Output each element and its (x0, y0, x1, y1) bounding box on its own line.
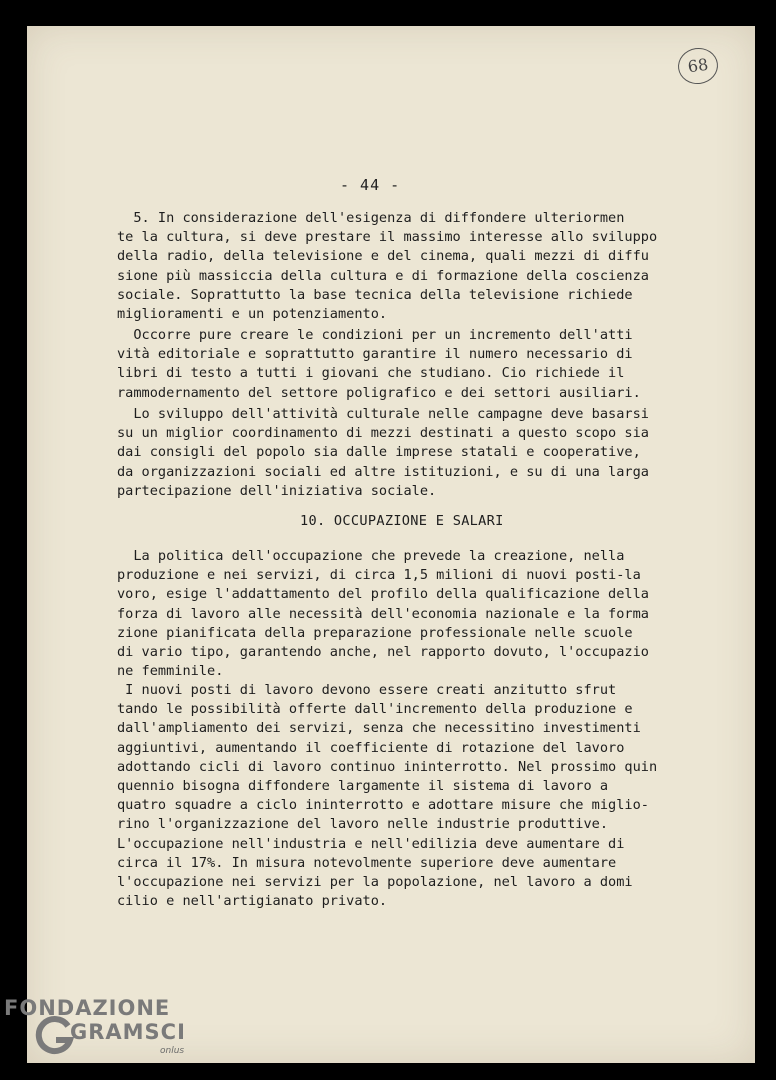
paragraph-4 (117, 547, 717, 681)
text-line: sociale. Soprattutto la base tecnica della televisione richiede (117, 286, 633, 303)
text-line: su un miglior coordinamento di mezzi destinati a questo scopo sia (117, 425, 649, 442)
watermark-gramsci: GRAMSCI (70, 1020, 186, 1044)
text-line: partecipazione dell'iniziativa sociale. (117, 482, 437, 499)
text-line: miglioramenti e un potenziamento. (117, 306, 388, 323)
text-line: rino l'organizzazione del lavoro nelle industrie produttive. (117, 816, 609, 833)
section-heading: 10. OCCUPAZIONE E SALARI (300, 513, 504, 529)
text-line: da organizzazioni sociali ed altre istituzioni, e su di una larga (117, 463, 649, 480)
text-line: quatro squadre a ciclo ininterrotto e adottare misure che miglio- (117, 797, 649, 814)
text-line: I nuovi posti di lavoro devono essere creati anzitutto sfrut (117, 682, 617, 698)
text-line: te la cultura, si deve prestare il massimo interesse allo sviluppo (117, 229, 658, 246)
text-line: produzione e nei servizi, di circa 1,5 milioni di nuovi posti-la (117, 567, 641, 584)
watermark-onlus: onlus (160, 1046, 185, 1056)
paragraph-2 (117, 326, 717, 403)
text-line: dall'ampliamento dei servizi, senza che necessitino investimenti (117, 720, 641, 737)
text-line: Occorre pure creare le condizioni per un incremento dell'atti (117, 327, 633, 343)
text-line: sione più massiccia della cultura e di formazione della coscienza (117, 267, 649, 284)
text-line: l'occupazione nei servizi per la popolazione, nel lavoro a domi (117, 874, 633, 891)
text-line: zione pianificata della preparazione professionale nelle scuole (117, 624, 633, 641)
text-line: Lo sviluppo dell'attività culturale nelle campagne deve basarsi (117, 406, 649, 422)
paragraph-5 (117, 681, 717, 911)
text-line: L'occupazione nell'industria e nell'edilizia deve aumentare di (117, 835, 625, 852)
text-line: circa il 17%. In misura notevolmente superiore deve aumentare (117, 854, 617, 871)
text-line: cilio e nell'artigianato privato. (117, 893, 388, 910)
text-line: rammodernamento del settore poligrafico e dei settori ausiliari. (117, 384, 641, 401)
paragraph-3 (117, 405, 717, 501)
watermark-fondazione: FONDAZIONE (4, 996, 171, 1020)
text-line: vità editoriale e soprattutto garantire il numero necessario di (117, 346, 633, 363)
text-line: di vario tipo, garantendo anche, nel rapporto dovuto, l'occupazio (117, 644, 649, 661)
text-line: tando le possibilità offerte dall'incremento della produzione e (117, 701, 633, 718)
text-line: 5. In considerazione dell'esigenza di diffondere ulteriormen (117, 210, 625, 226)
text-line: adottando cicli di lavoro continuo ininterrotto. Nel prossimo quin (117, 758, 658, 775)
text-line: dai consigli del popolo sia dalle imprese statali e cooperative, (117, 444, 641, 461)
text-line: libri di testo a tutti i giovani che studiano. Cio richiede il (117, 365, 625, 382)
text-line: aggiuntivi, aumentando il coefficiente di rotazione del lavoro (117, 739, 625, 756)
text-line: della radio, della televisione e del cinema, quali mezzi di diffu (117, 248, 649, 265)
text-line: forza di lavoro alle necessità dell'economia nazionale e la forma (117, 605, 649, 622)
text-line: voro, esige l'addattamento del profilo della qualificazione della (117, 586, 649, 603)
text-line: La politica dell'occupazione che prevede la creazione, nella (117, 548, 625, 564)
text-line: quennio bisogna diffondere largamente il sistema di lavoro a (117, 778, 609, 795)
text-line: ne femminile. (117, 663, 224, 680)
page-number: - 44 - (340, 176, 401, 194)
archive-stamp: 68 (676, 45, 721, 86)
paragraph-1 (117, 209, 717, 324)
